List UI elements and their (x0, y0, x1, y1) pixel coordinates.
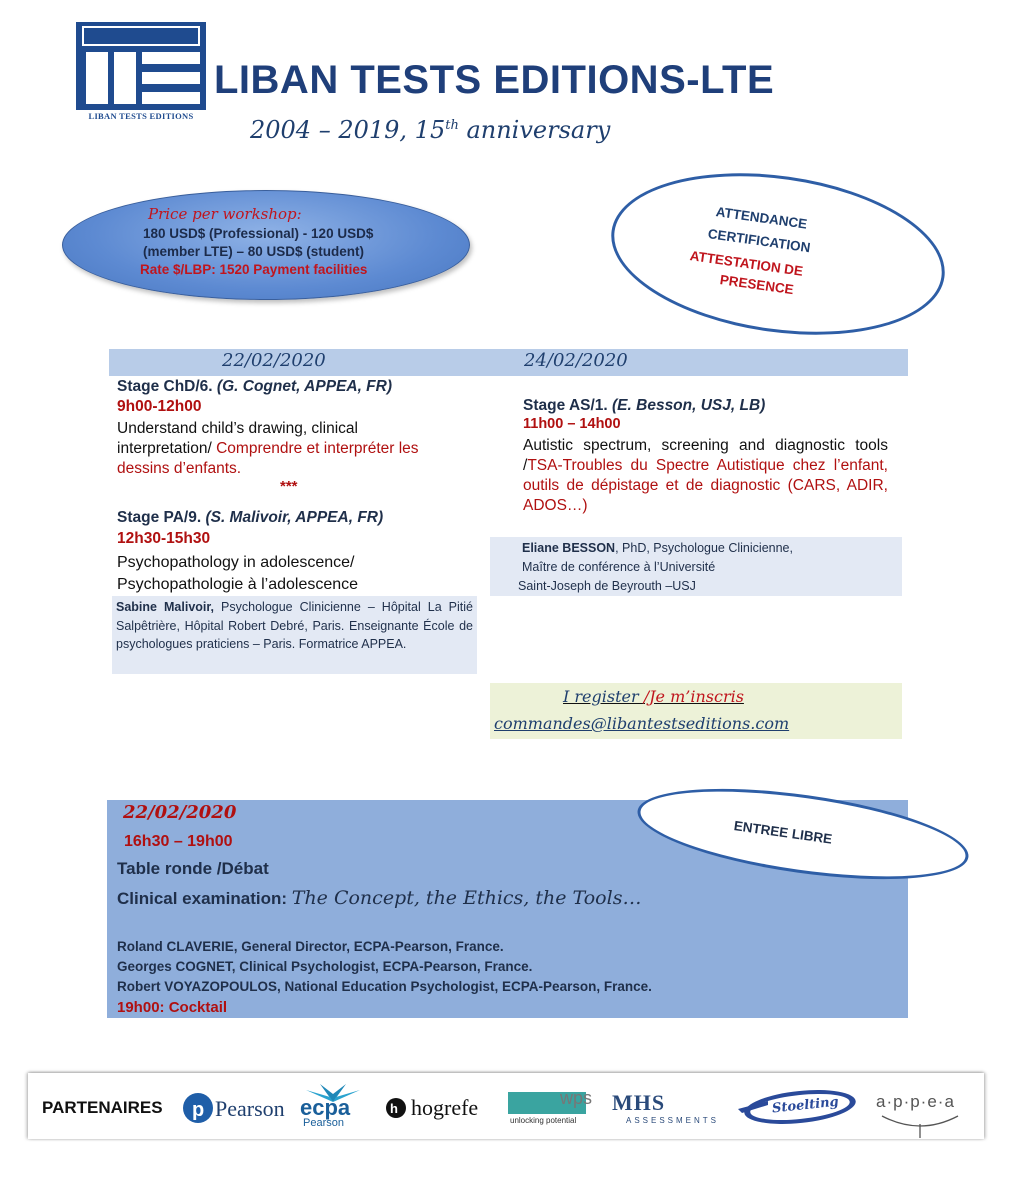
mhs-logo-text: MHS (612, 1090, 666, 1115)
separator-stars: *** (280, 478, 298, 495)
price-line-1: 180 USD$ (Professional) - 120 USD$ (143, 226, 374, 241)
stage-pa-en: Psychopathology in adolescence/ (117, 554, 355, 571)
stage-as-time: 11h00 – 14h00 (523, 416, 621, 432)
round-table-time: 16h30 – 19h00 (124, 833, 233, 850)
pearson-logo-text: Pearson (215, 1096, 285, 1121)
stage-as-description: Autistic spectrum, screening and diagnostic tools /TSA-Troubles du Spectre Autistique chez l’enfant, outils de dépistage et de diagnostic (CARS, ADIR, ADOS…) (523, 437, 888, 514)
price-line-2: (member LTE) – 80 USD$ (student) (143, 244, 365, 259)
entree-libre-label: ENTREE LIBRE (732, 818, 834, 847)
stage-pa-time: 12h30-15h30 (117, 530, 211, 547)
ecpa-logo-sub: Pearson (303, 1117, 344, 1129)
wps-logo-text: wps (560, 1088, 593, 1108)
attendance-line-3: ATTESTATION DE (688, 248, 804, 279)
wps-logo-sub: unlocking potential (510, 1116, 577, 1125)
round-table-title: Table ronde /Débat (117, 859, 269, 878)
appea-logo-icon (880, 1112, 960, 1138)
stage-as-bio-1: Eliane BESSON, PhD, Psychologue Clinicienne, (522, 541, 793, 555)
stage-as-title: Stage AS/1. (E. Besson, USJ, LB) (523, 397, 766, 414)
hogrefe-logo-icon (385, 1097, 407, 1119)
round-table-topic: Clinical examination: The Concept, the Ethics, the Tools… (117, 887, 642, 909)
logo-caption: LIBAN TESTS EDITIONS (88, 111, 194, 121)
stoelting-logo-text: Stoelting (771, 1094, 840, 1117)
price-rate: Rate $/LBP: 1520 Payment facilities (140, 262, 368, 277)
round-table-date: 22/02/2020 (123, 802, 237, 823)
register-link[interactable]: I register /Je m’inscris (563, 687, 744, 706)
stage-as-bio-3: Saint-Joseph de Beyrouth –USJ (518, 579, 696, 593)
ecpa-logo-text: ecpa (300, 1095, 351, 1120)
stage-chd-description: Understand child’s drawing, clinical interpretation/ Comprendre et interpréter les dessins d’enfants. (117, 420, 419, 477)
price-title: Price per workshop: (148, 205, 302, 223)
date-right: 24/02/2020 (524, 350, 628, 371)
attendance-ellipse (601, 153, 955, 354)
stage-as-bio-2: Maître de conférence à l’Université (522, 560, 716, 574)
stage-pa-title: Stage PA/9. (S. Malivoir, APPEA, FR) (117, 509, 384, 526)
cocktail: 19h00: Cocktail (117, 999, 228, 1016)
partners-label: PARTENAIRES (42, 1098, 163, 1117)
attendance-line-2: CERTIFICATION (706, 226, 812, 256)
speaker-2: Georges COGNET, Clinical Psychologist, ECPA-Pearson, France. (117, 959, 533, 974)
pearson-logo-icon (182, 1092, 214, 1124)
anniversary-subtitle: 2004 – 2019, 15th anniversary (250, 116, 611, 144)
svg-text:h: h (390, 1101, 398, 1116)
attendance-line-4: PRESENCE (718, 272, 795, 298)
hogrefe-logo-text: hogrefe (411, 1095, 479, 1120)
date-left: 22/02/2020 (222, 350, 326, 371)
svg-text:p: p (192, 1099, 205, 1121)
page-title: LIBAN TESTS EDITIONS-LTE (214, 58, 775, 102)
mhs-logo-sub: ASSESSMENTS (626, 1116, 720, 1125)
speaker-1: Roland CLAVERIE, General Director, ECPA-Pearson, France. (117, 939, 504, 954)
stage-pa-fr: Psychopathologie à l’adolescence (117, 576, 359, 593)
register-email-link[interactable]: commandes@libantestseditions.com (494, 714, 790, 733)
stage-chd-time: 9h00-12h00 (117, 398, 202, 415)
stage-pa-bio: Sabine Malivoir, Psychologue Clinicienne – Hôpital La Pitié Salpêtrière, Hôpital Robert Debré, Paris. Enseignante École de psychologues praticiens – Paris. Formatrice APPEA. (112, 596, 477, 674)
attendance-line-1: ATTENDANCE (714, 204, 809, 232)
appea-logo-text: a·p·p·e·a (876, 1092, 955, 1111)
speaker-3: Robert VOYAZOPOULOS, National Education Psychologist, ECPA-Pearson, France. (117, 979, 652, 994)
stage-chd-title: Stage ChD/6. (G. Cognet, APPEA, FR) (117, 378, 393, 395)
lte-logo (76, 22, 206, 122)
